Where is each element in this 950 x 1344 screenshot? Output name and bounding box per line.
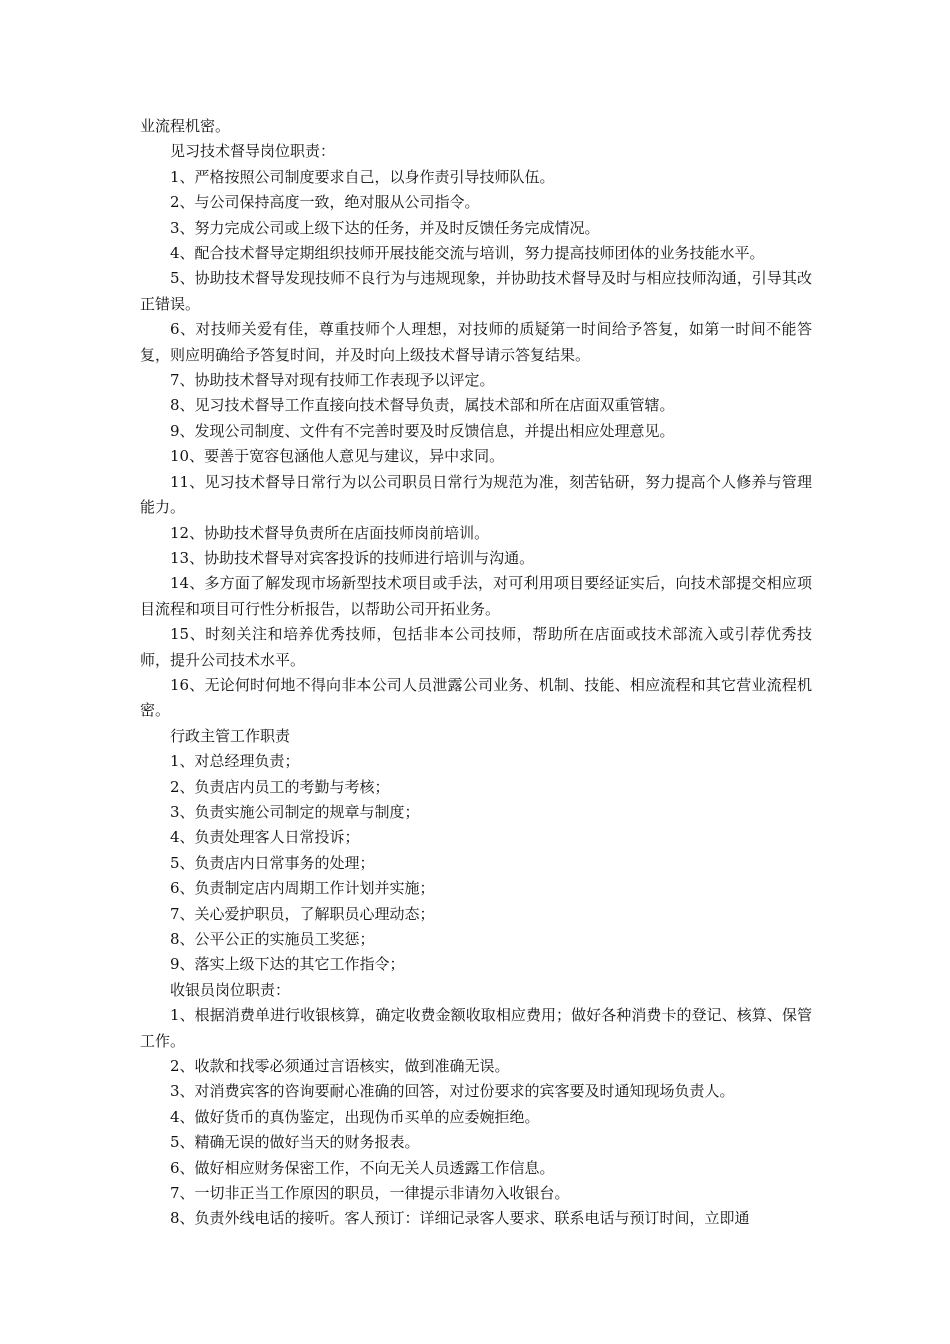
list-item: 14、多方面了解发现市场新型技术项目或手法，对可利用项目要经证实后，向技术部提交相应项目流程和项目可行性分析报告，以帮助公司开拓业务。	[140, 574, 812, 618]
section-heading-admin-manager: 行政主管工作职责	[170, 726, 291, 745]
list-item: 4、配合技术督导定期组织技师开展技能交流与培训，努力提高技师团体的业务技能水平。	[170, 244, 765, 263]
list-item: 1、对总经理负责；	[170, 752, 300, 771]
list-item: 16、无论何时何地不得向非本公司人员泄露公司业务、机制、技能、相应流程和其它营业流程机密。	[140, 675, 812, 720]
list-item: 15、时刻关注和培养优秀技师，包括非本公司技师，帮助所在店面或技术部流入或引荐优秀技师，提升公司技术水平。	[140, 625, 812, 669]
list-item: 1、严格按照公司制度要求自己，以身作责引导技师队伍。	[170, 167, 555, 186]
list-item: 3、努力完成公司或上级下达的任务，并及时反馈任务完成情况。	[170, 218, 600, 237]
list-item: 2、收款和找零必须通过言语核实，做到准确无误。	[170, 1057, 510, 1076]
section-heading-cashier: 收银员岗位职责：	[170, 980, 291, 999]
list-item: 5、负责店内日常事务的处理；	[170, 853, 375, 872]
list-item: 3、对消费宾客的咨询要耐心准确的回答，对过份要求的宾客要及时通知现场负责人。	[170, 1082, 735, 1101]
list-item: 9、落实上级下达的其它工作指令；	[170, 955, 405, 974]
list-item: 8、负责外线电话的接听。客人预订：详细记录客人要求、联系电话与预订时间，立即通	[170, 1209, 750, 1228]
list-item: 10、要善于宽容包涵他人意见与建议，异中求同。	[170, 447, 505, 466]
document-page	[140, 114, 812, 1232]
list-item: 5、协助技术督导发现技师不良行为与违规现象，并协助技术督导及时与相应技师沟通，引导其改正错误。	[140, 269, 812, 313]
list-item: 4、负责处理客人日常投诉；	[170, 828, 360, 847]
list-item: 6、对技师关爱有佳，尊重技师个人理想，对技师的质疑第一时间给予答复，如第一时间不能答复，则应明确给予答复时间，并及时向上级技术督导请示答复结果。	[140, 320, 812, 364]
list-item: 11、见习技术督导日常行为以公司职员日常行为规范为准，刻苦钻研，努力提高个人修养与管理能力。	[140, 472, 812, 517]
list-item: 2、与公司保持高度一致，绝对服从公司指令。	[170, 193, 480, 212]
list-item: 5、精确无误的做好当天的财务报表。	[170, 1133, 420, 1152]
list-item: 6、做好相应财务保密工作，不向无关人员透露工作信息。	[170, 1158, 555, 1177]
list-item: 8、见习技术督导工作直接向技术督导负责，属技术部和所在店面双重管辖。	[170, 396, 675, 415]
list-item: 7、协助技术督导对现有技师工作表现予以评定。	[170, 371, 495, 390]
list-item: 13、协助技术督导对宾客投诉的技师进行培训与沟通。	[170, 548, 535, 567]
list-item: 2、负责店内员工的考勤与考核；	[170, 777, 390, 796]
list-item: 7、关心爱护职员，了解职员心理动态；	[170, 904, 435, 923]
list-item: 8、公平公正的实施员工奖惩；	[170, 930, 375, 948]
list-item: 12、协助技术督导负责所在店面技师岗前培训。	[170, 523, 490, 542]
list-item: 1、根据消费单进行收银核算，确定收费金额收取相应费用；做好各种消费卡的登记、核算、保管工作。	[140, 1006, 812, 1050]
list-item: 7、一切非正当工作原因的职员，一律提示非请勿入收银台。	[170, 1184, 570, 1203]
list-item: 9、发现公司制度、文件有不完善时要及时反馈信息，并提出相应处理意见。	[170, 421, 675, 440]
list-item: 6、负责制定店内周期工作计划并实施；	[170, 879, 435, 898]
list-item: 4、做好货币的真伪鉴定，出现伪币买单的应委婉拒绝。	[170, 1107, 540, 1126]
paragraph: 业流程机密。	[140, 117, 231, 135]
section-heading-trainee-supervisor: 见习技术督导岗位职责：	[170, 142, 336, 161]
list-item: 3、负责实施公司制定的规章与制度；	[170, 802, 420, 821]
